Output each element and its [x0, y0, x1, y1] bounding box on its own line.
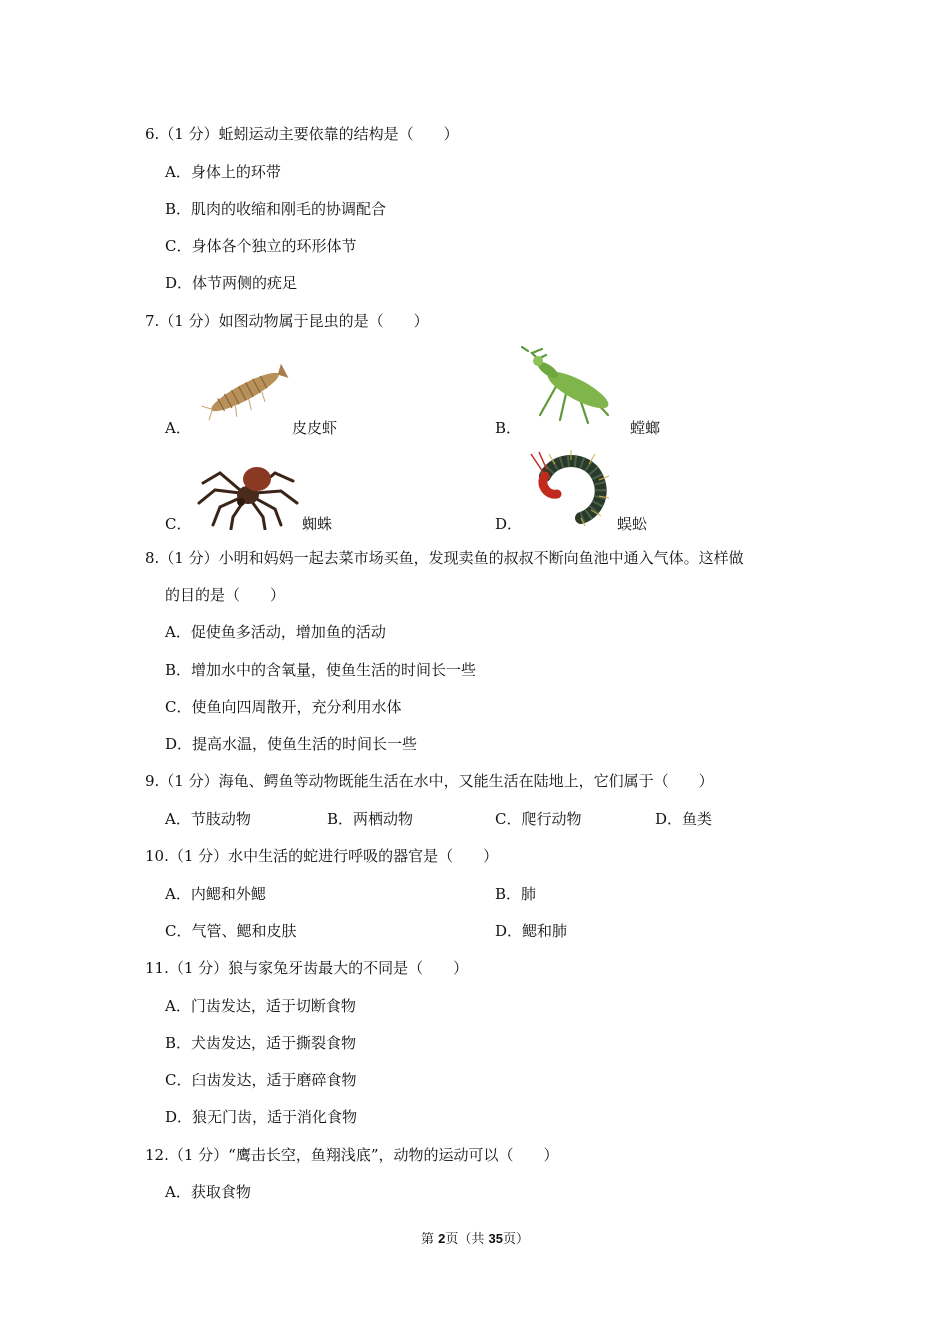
question-8-option-b: B．增加水中的含氧量，使鱼生活的时间长一些	[165, 661, 477, 679]
question-7-option-a-letter: A．	[165, 419, 191, 437]
question-8-option-d: D．提高水温，使鱼生活的时间长一些	[165, 735, 418, 753]
question-8-stem-line-2: 的目的是（ ）	[165, 586, 286, 604]
question-12-option-a: A．获取食物	[165, 1183, 251, 1201]
question-11-option-d: D．狼无门齿，适于消化食物	[165, 1108, 358, 1126]
page-footer	[0, 1228, 950, 1247]
spider-image	[195, 455, 300, 530]
question-7-caption-a: 皮皮虾	[292, 419, 338, 437]
question-11-option-b: B．犬齿发达，适于撕裂食物	[165, 1034, 357, 1052]
question-8-option-a: A．促使鱼多活动，增加鱼的活动	[165, 623, 386, 641]
question-7-option-c-letter: C．	[165, 515, 192, 533]
question-9-stem: 9.（1 分）海龟、鳄鱼等动物既能生活在水中，又能生活在陆地上，它们属于（ ）	[145, 772, 714, 790]
question-6-option-b: B．肌肉的收缩和刚毛的协调配合	[165, 200, 387, 218]
question-6-option-a: A．身体上的环带	[165, 163, 281, 181]
question-11-stem: 11.（1 分）狼与家兔牙齿最大的不同是（ ）	[145, 959, 469, 977]
question-7-option-b-letter: B．	[495, 419, 522, 437]
question-10-stem: 10.（1 分）水中生活的蛇进行呼吸的器官是（ ）	[145, 847, 499, 865]
question-9-option-b: B．两栖动物	[327, 810, 414, 828]
footer-suffix: 页）	[502, 1232, 529, 1247]
question-6-stem: 6.（1 分）蚯蚓运动主要依靠的结构是（ ）	[145, 125, 459, 143]
mantis-shrimp-image	[200, 362, 290, 422]
question-10-option-a: A．内鳃和外鳃	[165, 885, 266, 903]
question-7-stem: 7.（1 分）如图动物属于昆虫的是（ ）	[145, 312, 429, 330]
footer-middle: 页（共	[445, 1232, 489, 1247]
question-12-stem: 12.（1 分）“鹰击长空，鱼翔浅底”，动物的运动可以（ ）	[145, 1146, 559, 1164]
question-10-option-b: B．肺	[495, 885, 537, 903]
footer-prefix: 第	[421, 1232, 439, 1247]
question-9-option-a: A．节肢动物	[165, 810, 251, 828]
footer-page-number: 2	[438, 1231, 446, 1246]
question-7-option-d-letter: D．	[495, 515, 523, 533]
mantis-image	[518, 345, 628, 430]
question-11-option-a: A．门齿发达，适于切断食物	[165, 997, 356, 1015]
question-6-option-c: C．身体各个独立的环形体节	[165, 237, 357, 255]
question-8-option-c: C．使鱼向四周散开，充分利用水体	[165, 698, 402, 716]
question-10-option-c: C．气管、鳃和皮肤	[165, 922, 297, 940]
centipede-image	[525, 448, 615, 528]
question-9-option-d: D．鱼类	[655, 810, 713, 828]
question-7-caption-c: 蜘蛛	[302, 515, 333, 533]
question-11-option-c: C．臼齿发达，适于磨碎食物	[165, 1071, 357, 1089]
question-6-option-d: D．体节两侧的疣足	[165, 274, 298, 292]
footer-total-pages: 35	[488, 1231, 503, 1246]
question-7-caption-d: 蜈蚣	[617, 515, 648, 533]
question-10-option-d: D．鳃和肺	[495, 922, 568, 940]
question-7-caption-b: 螳螂	[630, 419, 661, 437]
question-8-stem-line-1: 8.（1 分）小明和妈妈一起去菜市场买鱼，发现卖鱼的叔叔不断向鱼池中通入气体。这样做	[145, 549, 744, 567]
question-9-option-c: C．爬行动物	[495, 810, 582, 828]
